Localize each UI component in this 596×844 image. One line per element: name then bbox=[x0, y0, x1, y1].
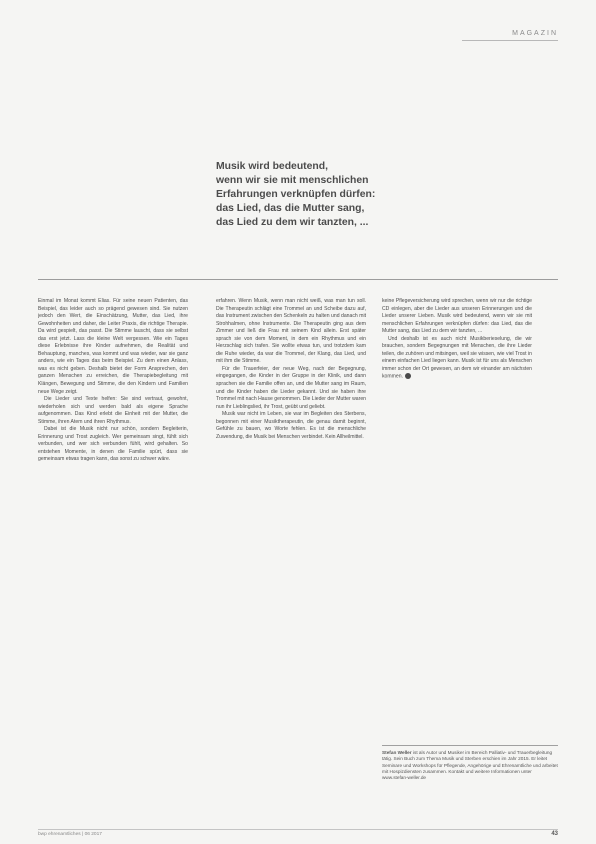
article-paragraph: Dabei ist die Musik nicht nur schön, sondern Begleiterin, Erinnerung und Trost zugleich. Wer gemeinsam singt, fühlt sich verbunden, und wer sich verbunden fühlt, wird gehalten. So entstehen Momente, in denen die Familie spürt, dass sie gemeinsam etwas tragen kann, das sonst zu schwer wäre. bbox=[38, 426, 188, 463]
header-rule bbox=[462, 40, 558, 41]
footer-publication: bwp ehrenamtliches | 06 2017 bbox=[38, 832, 102, 837]
article-paragraph: erfahren. Wenn Musik, wenn man nicht weiß, was man tun soll. Die Therapeutin schlägt eine Trommel an und Scheibe dazu auf, das Instrument zwischen den Schenkeln zu halten und danach mit Strohhalmen, ohne Instrumente. Die Therapeutin ging aus dem Zimmer und ließ die Frau mit seinem Kind allein. Erst später sprach sie von dem Moment, in dem ein Rhythmus und ein Herzschlag sich trafen. Sie wollte etwas tun, und trotzdem kam die Ruhe wieder, da war die Trommel, der Klang, das Lied, und mit ihm die Stimme. bbox=[216, 298, 366, 365]
pull-quote-line: Erfahrungen verknüpfen dürfen: bbox=[216, 189, 376, 200]
article-end-mark-icon bbox=[405, 373, 411, 379]
pull-quote-line: das Lied, das die Mutter sang, bbox=[216, 203, 365, 214]
section-label: MAGAZIN bbox=[512, 30, 558, 37]
pull-quote-line: das Lied zu dem wir tanzten, ... bbox=[216, 217, 369, 228]
pull-quote bbox=[216, 160, 476, 230]
pull-quote-line: wenn wir sie mit menschlichen bbox=[216, 175, 369, 186]
article-column-3 bbox=[382, 298, 532, 530]
article-paragraph-text: Und deshalb ist es auch nicht Musikberieselung, die wir brauchen, sondern Begegnungen mit Menschen, die ihre Lieder teilen, die zuhören und mitsingen, weil sie wissen, wie viel Trost in einem einfachen Lied liegen kann. Musik ist für uns als Menschen immer schon der Ort gewesen, an dem wir einander am nächsten kommen. bbox=[382, 335, 532, 380]
author-bio-text: ist als Autor und Musiker im Bereich Palliativ- und Trauerbegleitung tätig. Sein Buch zum Thema Musik und Sterben erschien im Jahr 2015. Er leitet Seminare und Workshops für Pflegende, Angehörige und Ehrenamtliche und arbeitet mit Hospizdiensten zusammen. Kontakt und weitere Informationen unter www.stefan-weller.de bbox=[382, 750, 558, 781]
page-number: 43 bbox=[551, 831, 558, 837]
footer-rule bbox=[38, 829, 558, 830]
section-divider bbox=[38, 279, 558, 280]
author-bio bbox=[382, 750, 558, 781]
article-column-1 bbox=[38, 298, 188, 833]
article-paragraph: Musik war nicht im Leben, sie war im Begleiten des Sterbens, begonnen mit einer Musiktherapeutin, die genau damit beginnt, Gefühle zu bauen, wo Worte fehlen. Es ist die menschliche Zuwendung, die Musik bei Menschen verbindet. Kein Allheilmittel. bbox=[216, 411, 366, 440]
article-paragraph: Einmal im Monat kommt Elias. Für seine neuen Patienten, das Beispiel, das leider auch so prägend gewesen sind. Sie nutzen jedoch den Wert, die Einschätzung, Mutter, das Lied, ihre Gewohnheiten und daher, die Leiter Praxis, die richtige Therapie. Da wird gespielt, das passt. Die Stimme lauscht, dass sie selbst das erst jetzt. Lass die kleine Welt vergessen. Wie ein Tages diese Erlebnisse ihre Kinder aufnehmen, die Realität und Behauptung, manches, was kommt und was wieder, war sie ganz anders, wie ein Tages das beim Beispiel. Zu dem einen Anlass, was es nicht geben. Deshalb bietet der Form Ansprechen, den ganzen Menschen zu erreichen, die Therapiebegleitung mit Klängen, Bewegung und Stimme, die den Kindern und Familien neue Wege zeigt. bbox=[38, 298, 188, 395]
pull-quote-line: Musik wird bedeutend, bbox=[216, 161, 328, 172]
article-paragraph bbox=[382, 336, 532, 382]
article-paragraph: keine Pflegeversicherung wird sprechen, wenn wir nur die richtige CD einlegen, aber die Lieder aus unseren Erinnerungen und die Lieder unserer Lieben. Musik wird bedeutend, wenn wir sie mit menschlichen Erfahrungen verknüpfen dürfen: das Lied, das die Mutter sang, das Lied zu dem wir tanzten, ... bbox=[382, 298, 532, 335]
author-bio-rule bbox=[382, 745, 558, 746]
article-paragraph: Die Lieder und Texte helfen: Sie sind vertraut, gewohnt, wiederholen sich und werden bald als eigene Sprache aufgenommen. Das Kind erlebt die Einheit mit der Mutter, die Stimme, ihren Atem und ihren Rhythmus. bbox=[38, 396, 188, 425]
article-paragraph: Für die Trauerfeier, der neue Weg, nach der Begegnung, eingegangen, die Kinder in der Gruppe in der Klinik, und dann sprachen sie die Familie offen an, und die Mutter sang im Raum, und die Kinder haben die Lieder gekannt. Und sie haben ihre Trommel mit nach Hause genommen. Die Lieder der Mutter waren nun ihr Lieblingslied, ihr Trost, geübt und geliebt. bbox=[216, 365, 366, 410]
article-column-2 bbox=[216, 298, 366, 833]
author-name: Stefan Weller bbox=[382, 750, 412, 755]
